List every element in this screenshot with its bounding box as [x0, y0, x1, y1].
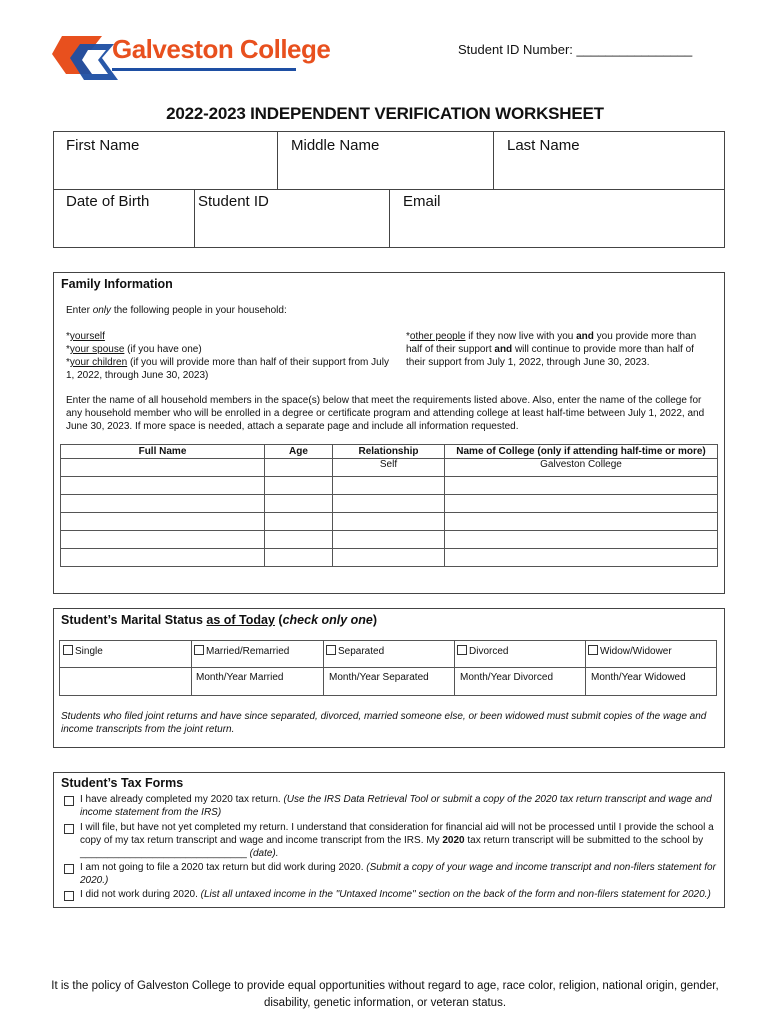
divorced-checkbox[interactable]: Divorced	[457, 645, 508, 657]
student-id-number-field[interactable]: Student ID Number: ________________	[458, 42, 693, 57]
table-cell[interactable]	[61, 477, 265, 495]
col-age: Age	[265, 445, 333, 459]
tax-forms-title: Student’s Tax Forms	[61, 776, 184, 790]
single-checkbox[interactable]: Single	[63, 645, 103, 657]
table-row	[61, 459, 718, 477]
table-cell[interactable]	[445, 495, 718, 513]
table-cell[interactable]	[445, 477, 718, 495]
checkbox-icon	[457, 645, 467, 655]
table-cell[interactable]	[333, 513, 445, 531]
table-cell[interactable]: Galveston College	[445, 459, 718, 477]
table-cell[interactable]	[265, 495, 333, 513]
table-row	[61, 531, 718, 549]
table-cell[interactable]	[333, 495, 445, 513]
tax-option-3: I am not going to file a 2020 tax return but did work during 2020. (Submit a copy of your wage and income transcript and non-filers statement for 2020.)	[80, 862, 716, 886]
table-cell[interactable]	[265, 459, 333, 477]
table-cell[interactable]	[61, 531, 265, 549]
household-table	[60, 444, 718, 567]
table-cell[interactable]	[265, 549, 333, 567]
table-cell[interactable]	[265, 531, 333, 549]
tax-option-4-checkbox[interactable]	[64, 891, 74, 901]
table-cell[interactable]	[445, 513, 718, 531]
marital-note: Students who filed joint returns and have since separated, divorced, married someone else, or been widowed must submit copies of the wage and income transcripts from the joint return.	[61, 711, 707, 735]
logo-text: Galveston College	[112, 34, 331, 64]
table-cell[interactable]	[333, 477, 445, 495]
table-cell[interactable]	[265, 477, 333, 495]
table-cell[interactable]	[445, 531, 718, 549]
first-name-field[interactable]: First Name	[66, 137, 140, 154]
table-cell[interactable]	[61, 513, 265, 531]
col-college: Name of College (only if attending half-time or more)	[445, 445, 718, 459]
last-name-field[interactable]: Last Name	[507, 137, 580, 154]
married-checkbox[interactable]: Married/Remarried	[194, 645, 289, 657]
widow-checkbox[interactable]: Widow/Widower	[588, 645, 672, 657]
tax-option-3-checkbox[interactable]	[64, 864, 74, 874]
table-row	[61, 477, 718, 495]
table-cell[interactable]	[333, 531, 445, 549]
household-list-right: *other people if they now live with you and you provide more than half of their support and will continue to provide more than half of their support from July 1, 2022, through June 30, 2023.	[406, 331, 697, 368]
student-id-field[interactable]: Student ID	[198, 193, 269, 210]
family-instructions: Enter the name of all household members in the space(s) below that meet the requirements listed above. Also, enter the name of the college for any household member who will be enrolled in a degree or certificate program and attending college at least half-time between July 1, 2022, and June 30, 2023. If more space is needed, attach a separate page and include all information requested.	[66, 395, 705, 432]
tax-option-4: I did not work during 2020. (List all untaxed income in the "Untaxed Income" section on the back of the form and non-filers statement for 2020.)	[80, 889, 711, 900]
email-field[interactable]: Email	[403, 193, 441, 210]
month-year-widowed-field[interactable]: Month/Year Widowed	[591, 672, 686, 683]
table-row	[61, 495, 718, 513]
checkbox-icon	[326, 645, 336, 655]
col-full-name: Full Name	[61, 445, 265, 459]
family-intro: Enter only the following people in your household:	[66, 305, 287, 316]
month-year-separated-field[interactable]: Month/Year Separated	[329, 672, 429, 683]
tax-option-2-checkbox[interactable]	[64, 824, 74, 834]
logo-underline	[112, 68, 296, 71]
table-cell[interactable]	[61, 549, 265, 567]
checkbox-icon	[588, 645, 598, 655]
table-cell[interactable]	[445, 549, 718, 567]
checkbox-icon	[194, 645, 204, 655]
marital-status-title: Student’s Marital Status as of Today (check only one)	[61, 613, 378, 627]
table-row	[61, 513, 718, 531]
page-title: 2022-2023 INDEPENDENT VERIFICATION WORKSHEET	[166, 104, 604, 123]
table-cell[interactable]: Self	[333, 459, 445, 477]
tax-option-1: I have already completed my 2020 tax return. (Use the IRS Data Retrieval Tool or submit a copy of the 2020 tax return transcript and wage and income statement from the IRS)	[80, 794, 712, 818]
table-row	[61, 549, 718, 567]
tax-option-1-checkbox[interactable]	[64, 796, 74, 806]
table-cell[interactable]	[61, 459, 265, 477]
family-info-title: Family Information	[61, 277, 173, 291]
checkbox-icon	[63, 645, 73, 655]
col-relationship: Relationship	[333, 445, 445, 459]
month-year-married-field[interactable]: Month/Year Married	[196, 672, 284, 683]
household-list-left: *yourself *your spouse (if you have one) *your children (if you will provide more than half of their support from July 1, 2022, through June 30, 2023)	[66, 331, 389, 381]
equal-opportunity-footer: It is the policy of Galveston College to provide equal opportunities without regard to age, race color, religion, national origin, gender, disability, genetic information, or veteran status.	[51, 980, 719, 1009]
month-year-divorced-field[interactable]: Month/Year Divorced	[460, 672, 554, 683]
tax-option-2: I will file, but have not yet completed my return. I understand that consideration for financial aid will not be processed until I provide the school a copy of my tax return transcript and wage and income transcript from the IRS. My 2020 tax return transcript will be submitted to the school by ______________________________ (date).	[80, 822, 714, 859]
middle-name-field[interactable]: Middle Name	[291, 137, 380, 154]
table-cell[interactable]	[333, 549, 445, 567]
date-of-birth-field[interactable]: Date of Birth	[66, 193, 150, 210]
table-cell[interactable]	[265, 513, 333, 531]
table-cell[interactable]	[61, 495, 265, 513]
separated-checkbox[interactable]: Separated	[326, 645, 384, 657]
